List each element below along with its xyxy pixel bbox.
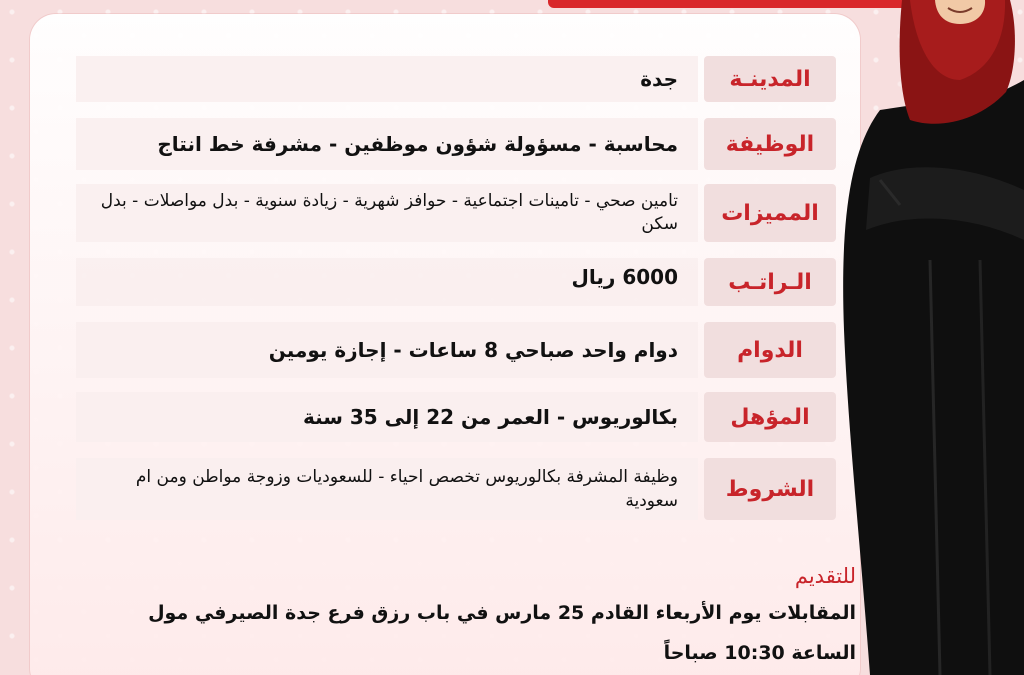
detail-label-box (704, 458, 836, 520)
detail-value-qualification: بكالوريوس - العمر من 22 إلى 35 سنة (302, 405, 678, 429)
detail-row-benefits (76, 184, 836, 242)
detail-value-conditions: وظيفة المشرفة بكالوريوس تخصص احياء - للسعوديات وزوجة مواطن ومن ام سعودية (135, 467, 678, 511)
detail-label-box (704, 392, 836, 442)
detail-value-box (76, 322, 698, 378)
detail-value-salary: 6000 ريال (571, 265, 678, 289)
detail-row-qualification (76, 392, 836, 442)
detail-value-box (76, 392, 698, 442)
detail-row-city (76, 56, 836, 102)
detail-row-job (76, 118, 836, 170)
detail-value-city: جدة (640, 67, 678, 91)
detail-label-hours: الدوام (737, 337, 803, 363)
detail-label-conditions: الشروط (725, 476, 815, 502)
detail-label-salary: الـراتـب (728, 269, 812, 295)
detail-value-box (76, 56, 698, 102)
detail-row-conditions (76, 458, 836, 520)
detail-label-job: الوظيفة (725, 131, 815, 157)
detail-value-box (76, 118, 698, 170)
detail-label-box (704, 258, 836, 306)
detail-row-salary (76, 258, 836, 306)
detail-label-box (704, 322, 836, 378)
detail-label-city: المدينـة (729, 66, 811, 92)
detail-value-box (76, 184, 698, 242)
detail-label-box (704, 184, 836, 242)
detail-label-benefits: المميزات (721, 200, 819, 226)
detail-value-box (76, 258, 698, 306)
detail-label-box (704, 56, 836, 102)
detail-value-box (76, 458, 698, 520)
detail-label-box (704, 118, 836, 170)
woman-figure-svg (840, 0, 1024, 675)
apply-interview-time: الساعة 10:30 صباحاً (663, 642, 856, 664)
apply-interview-details: المقابلات يوم الأربعاء القادم 25 مارس في باب رزق فرع جدة الصيرفي مول (148, 602, 856, 624)
detail-value-hours: دوام واحد صباحي 8 ساعات - إجازة يومين (268, 338, 678, 362)
detail-row-hours (76, 322, 836, 378)
apply-title: للتقديم (794, 564, 856, 588)
detail-label-qualification: المؤهل (730, 404, 810, 430)
detail-value-job: محاسبة - مسؤولة شؤون موظفين - مشرفة خط انتاج (157, 132, 678, 156)
detail-value-benefits: تامين صحي - تامينات اجتماعية - حوافز شهرية - زيادة سنوية - بدل مواصلات - بدل سكن (100, 191, 678, 234)
woman-in-abaya-illustration (840, 0, 1024, 675)
